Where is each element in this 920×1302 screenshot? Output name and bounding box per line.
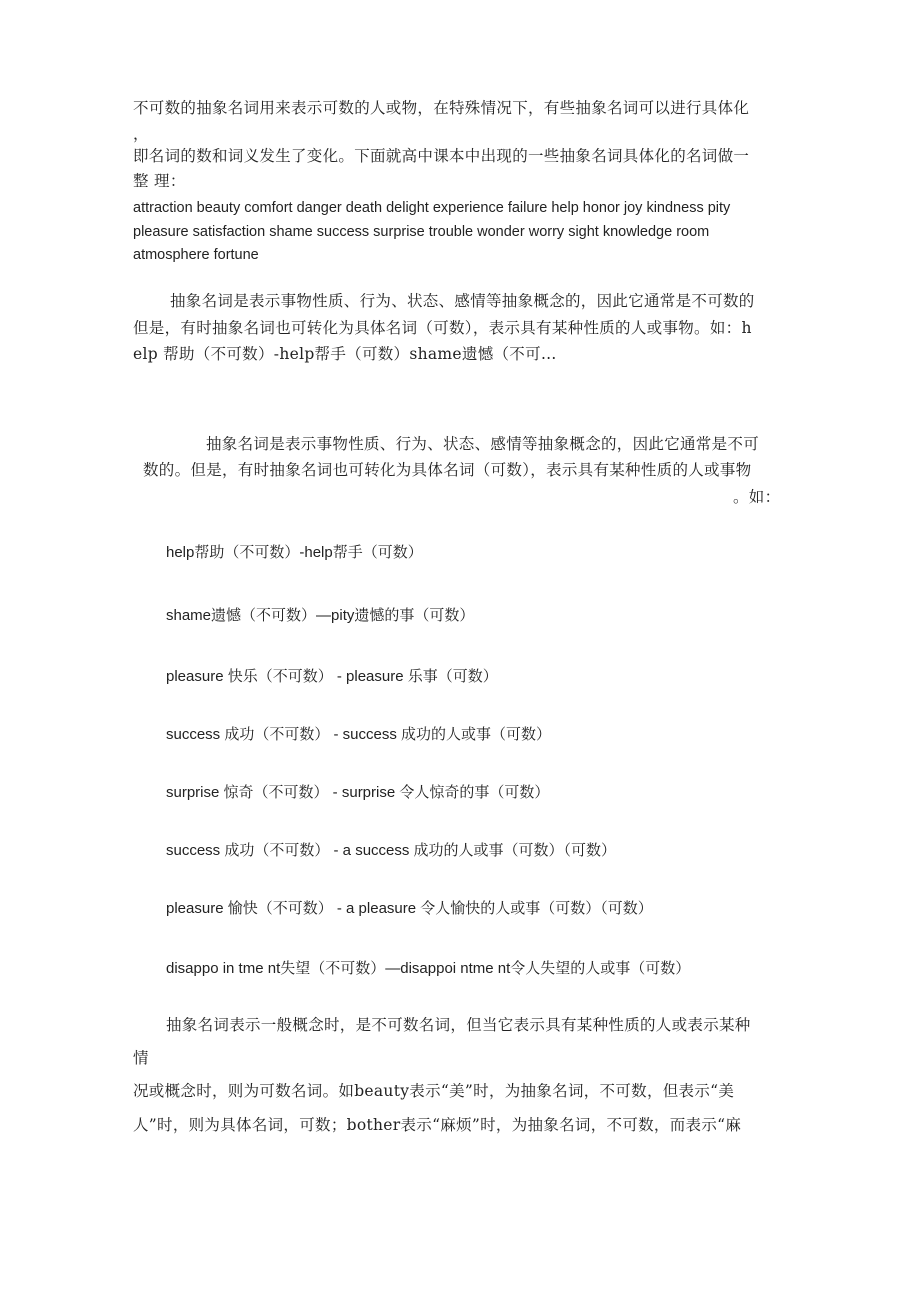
closing-line-4: 人”时，则为具体名词，可数；bother表示“麻烦”时，为抽象名词，不可数，而表示“麻 <box>133 1116 742 1134</box>
intro-line-1: 不可数的抽象名词用来表示可数的人或物，在特殊情况下，有些抽象名词可以进行具体化 <box>133 99 750 117</box>
example-item: surprise 惊奇（不可数） - surprise 令人惊奇的事（可数） <box>166 784 550 801</box>
example-item: success 成功（不可数） - a success 成功的人或事（可数）（可数） <box>166 842 617 859</box>
word-list-line-3: atmosphere fortune <box>133 247 259 263</box>
example-item: pleasure 快乐（不可数） - pleasure 乐事（可数） <box>166 668 498 685</box>
closing-line-1: 抽象名词表示一般概念时，是不可数名词，但当它表示具有某种性质的人或表示某种 <box>166 1016 751 1034</box>
snippet-line-1: 抽象名词是表示事物性质、行为、状态、感情等抽象概念的，因此它通常是不可数的 <box>170 292 755 310</box>
example-item: success 成功（不可数） - success 成功的人或事（可数） <box>166 726 552 743</box>
example-item: disappo in tme nt失望（不可数）—disappoi ntme nt令人失望的人或事（可数） <box>166 960 691 977</box>
word-list-line-1: attraction beauty comfort danger death delight experience failure help honor joy kindness pity <box>133 200 731 216</box>
example-item: pleasure 愉快（不可数） - a pleasure 令人愉快的人或事（可数）（可数） <box>166 900 653 917</box>
word-list-line-2: pleasure satisfaction shame success surprise trouble wonder worry sight knowledge room <box>133 224 710 240</box>
example-item: help帮助（不可数）-help帮手（可数） <box>166 544 423 561</box>
intro-line-1-comma: ， <box>133 125 149 143</box>
snippet-line-2: 但是，有时抽象名词也可转化为具体名词（可数），表示具有某种性质的人或事物。如：h <box>133 319 752 337</box>
centered-line-2: 数的。但是，有时抽象名词也可转化为具体名词（可数），表示具有某种性质的人或事物 <box>143 461 752 479</box>
closing-line-2: 情 <box>133 1049 149 1067</box>
centered-line-1: 抽象名词是表示事物性质、行为、状态、感情等抽象概念的，因此它通常是不可 <box>206 435 760 453</box>
example-item: shame遗憾（不可数）—pity遗憾的事（可数） <box>166 607 475 624</box>
snippet-line-3: elp 帮助（不可数）-help帮手（可数）shame遗憾（不可… <box>133 345 557 363</box>
intro-line-3: 整 理： <box>133 172 186 190</box>
centered-line-3: 。如： <box>733 488 781 506</box>
intro-line-2: 即名词的数和词义发生了变化。下面就高中课本中出现的一些抽象名词具体化的名词做一 <box>133 147 750 165</box>
closing-line-3: 况或概念时，则为可数名词。如beauty表示“美”时，为抽象名词，不可数，但表示“美 <box>133 1082 735 1100</box>
